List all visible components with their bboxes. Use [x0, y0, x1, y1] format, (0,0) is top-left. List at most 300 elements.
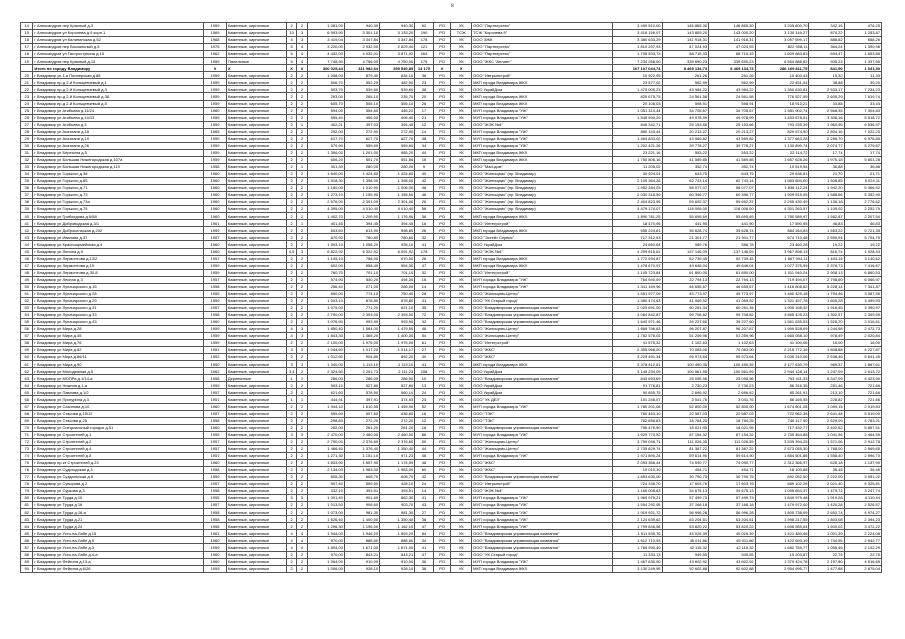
table-cell: 4 — [297, 544, 307, 551]
table-cell: г Владимир ул Пригурина д.3 — [33, 396, 204, 403]
table-cell: 1 558,40 — [809, 452, 844, 459]
table-cell: 1 380 474,63 — [612, 297, 662, 304]
table-cell: 397,03 — [344, 121, 379, 128]
table-cell: 81 387,22 — [709, 445, 756, 452]
table-cell: 34 — [415, 142, 434, 149]
table-cell: 41 100,06 — [755, 340, 809, 347]
table-row — [21, 58, 882, 65]
table-cell: 8 469 134,73 — [709, 65, 756, 72]
table-cell: РО — [433, 438, 451, 445]
table-cell: 178 — [415, 248, 434, 255]
table-cell: 18 784,25 — [709, 417, 756, 424]
table-cell: 10 519,54 — [755, 163, 809, 170]
table-cell: РО — [433, 326, 451, 333]
table-cell: 36,45 — [844, 466, 881, 473]
table-cell: 3 130 249,95 — [612, 565, 662, 572]
table-cell: УК — [451, 79, 472, 86]
table-cell: 2 696,92 — [662, 389, 709, 396]
table-cell: 1959 — [204, 149, 227, 156]
table-cell: Каменные, кирпичные — [226, 199, 286, 206]
table-cell: Каменные, кирпичные — [226, 495, 286, 502]
table-cell: 18 470,95 — [612, 220, 662, 227]
table-cell: 2 301,00 — [380, 199, 415, 206]
table-cell: РО — [433, 565, 451, 572]
table-cell: 46 655,67 — [662, 283, 709, 290]
table-cell: 2 — [297, 276, 307, 283]
table-cell: 25 095,96 — [709, 375, 756, 382]
table-cell: г Владимир ул Труда д.24 — [33, 523, 204, 530]
table-cell: 18 100,68 — [755, 466, 809, 473]
table-cell: 444,91 — [307, 396, 344, 403]
table-cell: 2 — [297, 142, 307, 149]
table-cell: Каменные, кирпичные — [226, 227, 286, 234]
table-cell: 4 395,00 — [307, 206, 344, 213]
table-cell: УК — [451, 396, 472, 403]
table-cell: 31 — [415, 297, 434, 304]
table-cell: Каменные, кирпичные — [226, 382, 286, 389]
table-cell: РО — [433, 79, 451, 86]
table-cell: 1 671,00 — [344, 544, 379, 551]
table-cell: 1959 — [204, 544, 227, 551]
table-cell: 21,70 — [809, 170, 844, 177]
table-cell: 908,60 — [344, 502, 379, 509]
table-cell: 1 044,50 — [307, 347, 344, 354]
table-cell: 588,78 — [709, 241, 756, 248]
table-cell: г Владимир ул 1-я Пионерская д.88 — [33, 72, 204, 79]
table-cell: 3 — [286, 495, 296, 502]
table-cell: Каменные, кирпичные — [226, 51, 286, 58]
table-cell: 2 — [297, 509, 307, 516]
table-cell: 1 706 533,73 — [612, 51, 662, 58]
table-cell: 46 — [415, 192, 434, 199]
table-row — [21, 459, 882, 466]
table-cell: 4 064 842,87 — [612, 311, 662, 318]
table-cell: 888,82 — [809, 37, 844, 44]
table-cell: Каменные, кирпичные — [226, 297, 286, 304]
table-cell: 1 201,00 — [344, 149, 379, 156]
table-row — [21, 403, 882, 410]
table-cell: 41 — [21, 220, 33, 227]
table-cell: 1 660 058,10 — [755, 333, 809, 340]
table-cell: ООО "Интегрстрой" — [472, 220, 613, 227]
table-cell: 1 965 979,21 — [612, 495, 662, 502]
table-row — [21, 417, 882, 424]
table-cell: 1 105,10 — [307, 255, 344, 262]
table-cell: 32 — [415, 474, 434, 481]
table-row — [21, 206, 882, 213]
table-cell: 280,00 — [380, 163, 415, 170]
table-cell: 292,00 — [307, 128, 344, 135]
table-cell: 7 234 268,00 — [612, 58, 662, 65]
table-cell: Каменные, кирпичные — [226, 163, 286, 170]
table-cell: 45 011,86 — [662, 537, 709, 544]
table-cell: 74 090,77 — [709, 459, 756, 466]
table-cell: 2 829,40 — [380, 44, 415, 51]
table-cell: 121 — [415, 44, 434, 51]
table-cell: 2 — [286, 178, 296, 185]
table-cell: РО — [433, 283, 451, 290]
table-cell: Каменные, кирпичные — [226, 452, 286, 459]
table-cell: 4 756,00 — [344, 58, 379, 65]
table-cell: 83 — [21, 516, 33, 523]
table-cell: 1959 — [204, 340, 227, 347]
table-cell: 862,30 — [380, 495, 415, 502]
table-cell: 61 890,00 — [709, 269, 756, 276]
table-cell: 2 — [297, 128, 307, 135]
table-cell: 52 800,00 — [662, 403, 709, 410]
table-cell: 1 669 796,63 — [612, 326, 662, 333]
table-cell: 552,20 — [344, 79, 379, 86]
table-cell: 1959 — [204, 297, 227, 304]
table-cell: 15 — [21, 30, 33, 37]
table-cell: 1959 — [204, 156, 227, 163]
table-cell: РО — [433, 502, 451, 509]
table-cell: УК — [451, 326, 472, 333]
table-cell: 36 — [415, 558, 434, 565]
table-row — [21, 93, 882, 100]
table-cell: 2 — [297, 488, 307, 495]
table-cell: 1 453 678,51 — [755, 114, 809, 121]
table-cell: 5 721,35 — [844, 227, 881, 234]
table-cell: 52 — [21, 297, 33, 304]
table-cell: 2 — [297, 86, 307, 93]
table-cell: 18 021,95 — [662, 424, 709, 431]
table-cell: 793 235,39 — [755, 121, 809, 128]
table-cell: 1 402,70 — [307, 213, 344, 220]
table-cell: МКП города Владимира ЖКХ — [472, 156, 613, 163]
table-cell: 1 350,40 — [380, 445, 415, 452]
table-cell: г Александров пер Вокзальный д.5 — [33, 44, 204, 51]
table-cell: 1 041,30 — [844, 65, 881, 72]
table-cell: 1 511 539,76 — [612, 530, 662, 537]
table-cell: 17,74 — [809, 149, 844, 156]
table-cell: РО — [433, 452, 451, 459]
table-cell: 38 — [415, 135, 434, 142]
table-cell: 539,60 — [380, 86, 415, 93]
table-cell: Х — [451, 65, 472, 72]
table-cell: 4 299 615,61 — [612, 248, 662, 255]
table-cell: 1962 — [204, 51, 227, 58]
table-cell: РО — [433, 424, 451, 431]
table-cell: г Владимир ул Асатиани д.19 — [33, 135, 204, 142]
table-cell: 17 — [415, 107, 434, 114]
table-cell: 3 499,93 — [844, 297, 881, 304]
table-cell: 286,00 — [307, 375, 344, 382]
table-cell: УК — [451, 199, 472, 206]
table-cell: 56 996,28 — [662, 509, 709, 516]
table-cell: 2 — [286, 410, 296, 417]
table-cell: 1959 — [204, 269, 227, 276]
table-cell: 993,90 — [344, 318, 379, 325]
table-cell: 89 — [21, 558, 33, 565]
table-cell: г Владимир пр-д 2-й Кольцевчевый д.3А — [33, 93, 204, 100]
table-row — [21, 452, 882, 459]
table-cell: г Владимир ул Агибьева д.11/24 — [33, 107, 204, 114]
table-cell: 2 — [297, 23, 307, 30]
table-cell: 47 — [415, 523, 434, 530]
table-cell: 26 — [415, 227, 434, 234]
table-cell: 2 — [286, 128, 296, 135]
table-cell: 595,40 — [307, 114, 344, 121]
table-cell: Каменные, кирпичные — [226, 516, 286, 523]
table-cell: 28 — [21, 128, 33, 135]
table-cell: г Владимир ул Большая Нижегородская д.107а — [33, 156, 204, 163]
table-cell: г Владимир ул Горького д.38 — [33, 170, 204, 177]
table-cell: 1959 — [204, 227, 227, 234]
table-cell: 10 — [286, 30, 296, 37]
table-cell: 1 508,85 — [809, 178, 844, 185]
table-cell: 2 — [297, 283, 307, 290]
table-cell: 441,90 — [662, 220, 709, 227]
table-cell: 17 — [21, 44, 33, 51]
table-cell: ООО "Mad-дом" — [472, 163, 613, 170]
table-row — [21, 241, 882, 248]
table-cell: 1 051 314,44 — [612, 107, 662, 114]
table-cell: 1958 — [204, 417, 227, 424]
table-cell: 5 — [286, 51, 296, 58]
table-cell: УК — [451, 241, 472, 248]
table-cell: 1960 — [204, 424, 227, 431]
table-cell: ООО "ЖКС" — [472, 347, 613, 354]
table-cell: 2 — [297, 438, 307, 445]
table-cell: 2 912,78 — [844, 438, 881, 445]
table-cell: 108 — [415, 368, 434, 375]
table-cell: 1 849 979,48 — [755, 495, 809, 502]
table-cell: РО — [433, 58, 451, 65]
table-cell: 2 — [297, 410, 307, 417]
table-cell: 41 — [415, 241, 434, 248]
table-cell: 20 213,27 — [709, 128, 756, 135]
table-cell: 1957 — [204, 276, 227, 283]
table-cell: 86 165,55 — [755, 396, 809, 403]
table-cell: 2 — [286, 445, 296, 452]
table-cell: 1957 — [204, 410, 227, 417]
table-cell: Каменные, кирпичные — [226, 438, 286, 445]
table-cell: 1955 — [204, 290, 227, 297]
table-cell: 1 058,00 — [307, 72, 344, 79]
table-row — [21, 466, 882, 473]
table-cell: РО — [433, 269, 451, 276]
table-cell: 1 — [297, 163, 307, 170]
table-cell: 2 700,00 — [307, 311, 344, 318]
table-cell: г Владимир ул Сазонова д.10 — [33, 403, 204, 410]
table-cell: 1 640 971,46 — [612, 318, 662, 325]
table-cell: 1 905 168,32 — [755, 304, 809, 311]
table-cell: 2 538,46 — [809, 354, 844, 361]
table-cell: 1 867,61 — [844, 361, 881, 368]
table-cell: 2 201,73 — [344, 368, 379, 375]
table-cell: 2 — [286, 403, 296, 410]
table-cell: 1 584,00 — [344, 326, 379, 333]
table-cell: РО — [433, 396, 451, 403]
table-cell: 2 124 639,62 — [612, 516, 662, 523]
table-cell: Х — [433, 65, 451, 72]
table-cell: 2 — [297, 417, 307, 424]
table-cell: 44 — [21, 241, 33, 248]
table-cell: 878,80 — [380, 297, 415, 304]
table-cell: ООО "УК Старый город" — [472, 297, 613, 304]
table-cell: ООО УкрайДом — [472, 389, 613, 396]
table-row — [21, 333, 882, 340]
table-cell: УК — [451, 389, 472, 396]
table-cell: 1 013,50 — [307, 502, 344, 509]
table-cell: 454,71 — [662, 466, 709, 473]
table-cell: 25 — [21, 107, 33, 114]
table-cell: 190 — [415, 30, 434, 37]
table-cell: 1 160,00 — [307, 185, 344, 192]
table-cell: 2 641,48 — [809, 410, 844, 417]
table-cell: 35 628,74 — [709, 227, 756, 234]
table-row — [21, 389, 882, 396]
table-cell: 1 — [297, 121, 307, 128]
table-cell: 71 — [21, 431, 33, 438]
table-cell: Каменные, кирпичные — [226, 502, 286, 509]
table-cell: 1 836 112,24 — [755, 185, 809, 192]
table-cell: 42 115,32 — [709, 544, 756, 551]
table-cell: РО — [433, 220, 451, 227]
table-cell: 1 479,50 — [380, 326, 415, 333]
table-cell: Каменные, кирпичные — [226, 156, 286, 163]
table-cell: 4 516,65 — [844, 558, 881, 565]
table-cell: г Владимир ул Лесная д.3 — [33, 276, 204, 283]
table-cell: 25 153,66 — [662, 121, 709, 128]
table-cell: 42 — [21, 227, 33, 234]
table-cell: 43 602,92 — [709, 558, 756, 565]
table-cell: 2 — [286, 213, 296, 220]
table-cell: 689 102,26 — [755, 481, 809, 488]
table-cell: РО — [433, 466, 451, 473]
table-cell: 621,60 — [307, 389, 344, 396]
table-cell: ООО "УК Старый город" — [472, 551, 613, 558]
table-cell: 46,83 — [844, 220, 881, 227]
table-cell: Каменные, кирпичные — [226, 551, 286, 558]
table-cell: 1959 — [204, 262, 227, 269]
table-cell: 1 998 217,55 — [755, 516, 809, 523]
table-cell: 17 603,76 — [709, 481, 756, 488]
table-cell: 79 — [21, 488, 33, 495]
table-cell: РО — [433, 382, 451, 389]
table-cell: 2 — [297, 156, 307, 163]
table-cell: 42 — [415, 178, 434, 185]
table-cell: 3 967 898,13 — [755, 248, 809, 255]
table-cell: 1 460 429,18 — [755, 290, 809, 297]
table-cell: 2 464,59 — [844, 431, 881, 438]
table-cell: 1 744,95 — [809, 537, 844, 544]
table-cell: 598,91 — [662, 100, 709, 107]
table-cell: 2 605,29 — [809, 93, 844, 100]
table-cell: 52 800,00 — [709, 403, 756, 410]
table-cell: 551,70 — [344, 156, 379, 163]
table-cell: РО — [433, 241, 451, 248]
table-cell: 10 400,43 — [755, 72, 809, 79]
table-cell: ООО "ЖЭК №4" — [472, 488, 613, 495]
table-cell: Каменные, кирпичные — [226, 417, 286, 424]
table-cell: 2 074,77 — [809, 142, 844, 149]
table-cell: ООО "Жилищник" (пр. Владимир) — [472, 178, 613, 185]
table-cell: 890,00 — [307, 290, 344, 297]
table-cell: 2 — [297, 445, 307, 452]
table-cell: 1958 — [204, 523, 227, 530]
table-cell: 16,00 — [809, 340, 844, 347]
table-cell: 10 — [415, 375, 434, 382]
table-cell: ООО "Ивтрынстрой" — [472, 72, 613, 79]
table-cell: 722 962,38 — [755, 410, 809, 417]
table-cell: МУП города Владимира "УЖ" — [472, 509, 613, 516]
table-cell: 49 — [21, 276, 33, 283]
table-cell: 694,47 — [809, 51, 844, 58]
table-cell: ООО "Владимирская управляющая компания" — [472, 375, 613, 382]
table-row — [21, 255, 882, 262]
table-cell: РО — [433, 347, 451, 354]
table-cell: 5 — [286, 44, 296, 51]
table-cell: г Владимир пр-д 2-й Кольцевчевый д.5 — [33, 100, 204, 107]
table-cell: 2 — [286, 206, 296, 213]
table-cell: УК — [451, 481, 472, 488]
table-cell: 2 730,23 — [662, 382, 709, 389]
table-cell: 1 041,56 — [809, 431, 844, 438]
table-cell: 1 975,18 — [809, 156, 844, 163]
table-cell: 1957 — [204, 502, 227, 509]
table-cell: 43 — [21, 234, 33, 241]
table-cell: г Владимир ул Горького д.73 — [33, 192, 204, 199]
table-cell: 17 590,95 — [755, 220, 809, 227]
table-cell: 2 — [297, 565, 307, 572]
table-cell: 880 143,44 — [612, 128, 662, 135]
table-cell: 2 — [286, 283, 296, 290]
table-cell: 3,4 — [286, 368, 296, 375]
table-cell: 286,00 — [344, 375, 379, 382]
table-cell: 2 324,50 — [307, 368, 344, 375]
table-cell: РО — [433, 23, 451, 30]
table-cell: 228,82 — [809, 396, 844, 403]
table-cell: 888,60 — [344, 537, 379, 544]
table-cell: 1 424,60 — [380, 170, 415, 177]
table-cell: УК — [451, 192, 472, 199]
table-cell: 1 799 846,58 — [612, 523, 662, 530]
table-cell: 2 — [286, 156, 296, 163]
table-cell: г Владимир ул Мира д.86/11 — [33, 354, 204, 361]
table-cell: 280,00 — [344, 163, 379, 170]
table-cell: 1960 — [204, 107, 227, 114]
table-cell: 829 674,90 — [755, 128, 809, 135]
table-cell: 1 588,66 — [809, 192, 844, 199]
table-row — [21, 326, 882, 333]
table-cell: МУП города Владимира "УЖ" — [472, 502, 613, 509]
table-cell: 14 — [415, 488, 434, 495]
table-cell: МУП города Владимира "УЖ" — [472, 523, 613, 530]
table-cell: 1 696 989,64 — [755, 523, 809, 530]
table-cell: 2 — [286, 509, 296, 516]
table-cell: 558,40 — [344, 262, 379, 269]
table-cell: 1 155,90 — [380, 192, 415, 199]
table-cell: 3 — [297, 333, 307, 340]
table-cell: 2 — [286, 311, 296, 318]
table-row — [21, 72, 882, 79]
table-cell: 2 296,70 — [809, 135, 844, 142]
table-cell: Каменные, кирпичные — [226, 37, 286, 44]
table-cell: УК — [451, 318, 472, 325]
table-cell: 36 — [21, 185, 33, 192]
table-cell: 2 100,00 — [307, 340, 344, 347]
table-cell: 1 975,00 — [344, 340, 379, 347]
table-cell: 3 — [297, 37, 307, 44]
table-cell: 261,20 — [380, 424, 415, 431]
table-cell: 605,30 — [307, 474, 344, 481]
table-cell: 870,22 — [809, 30, 844, 37]
table-cell: Каменные, кирпичные — [226, 135, 286, 142]
table-cell: 364,24 — [809, 44, 844, 51]
table-cell: 51 259,96 — [709, 333, 756, 340]
